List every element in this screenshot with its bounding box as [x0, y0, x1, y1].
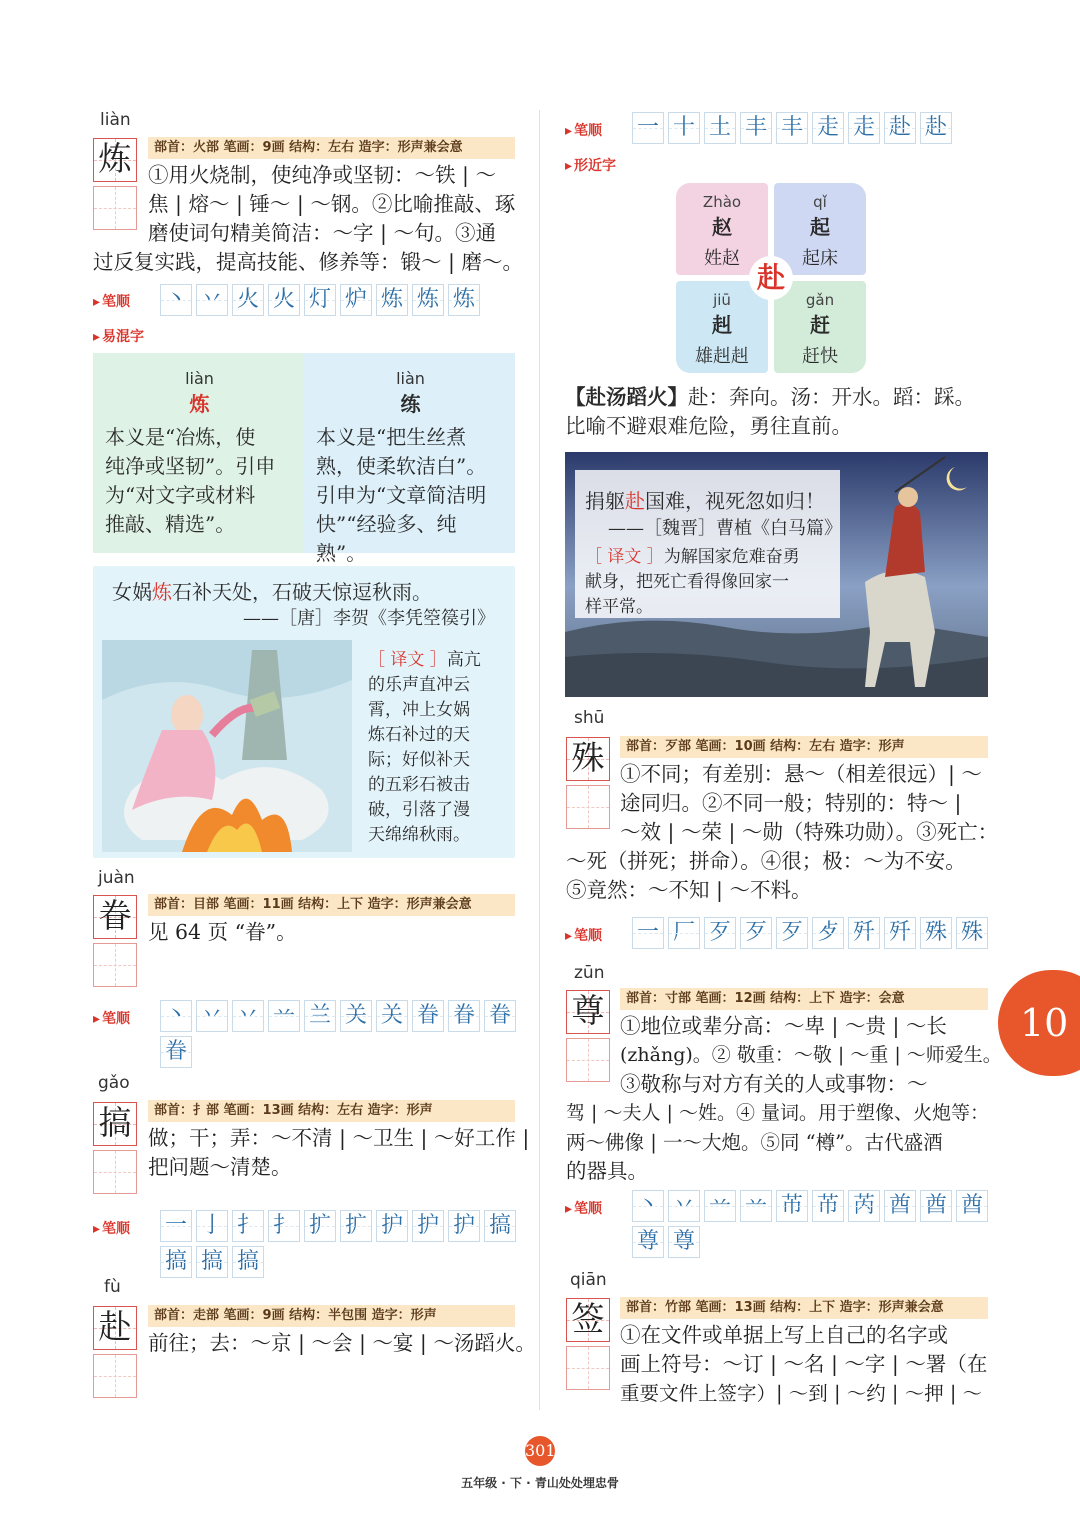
stroke-step: 搞	[484, 1210, 516, 1242]
compare-right-pinyin: liàn	[396, 369, 425, 388]
similar-pinyin: gǎn	[805, 291, 835, 309]
definition-zun-5: 两～佛像 | 一～大炮。⑤同 “樽”。古代盛酒	[566, 1131, 943, 1154]
definition-shu-5: ⑤竟然：～不知 | ～不料。	[566, 878, 812, 902]
definition-shu-4: ～死（拼死；拼命）。④很；极：～为不安。	[566, 849, 966, 873]
compare-right	[304, 353, 515, 565]
stroke-step: 芮	[848, 1190, 880, 1222]
stroke-step: 土	[704, 112, 736, 144]
compare-right-char: 练	[400, 392, 421, 416]
char-box-shu: 殊	[566, 737, 610, 781]
stroke-order-shu	[632, 917, 992, 949]
info-bar-juan: 部首：目部 笔画：11画 结构：上下 造字：形声兼会意	[148, 894, 515, 916]
definition-shu-3: ～效 | ～荣 | ～勋（特殊功勋）。③死亡：	[620, 820, 999, 844]
poem-source-nuwa: ——［唐］李贺《李凭箜篌引》	[243, 608, 495, 629]
stroke-order-fu	[632, 112, 992, 144]
compare-left-line-3: 为“对文字或材料	[105, 483, 256, 507]
column-divider	[539, 110, 540, 1410]
char-box-lian: 炼	[93, 138, 137, 182]
stroke-step: 芇	[776, 1190, 808, 1222]
definition-qian-2: 画上符号：～订 | ～名 | ～字 | ～署（在	[620, 1352, 988, 1376]
similar-char-qi	[774, 183, 866, 275]
definition-shu-1: ①不同；有差别：悬～（相差很远）| ～	[620, 762, 982, 786]
stroke-order-label: ▸ 笔顺	[565, 120, 602, 140]
char-box-gao: 搞	[93, 1102, 137, 1146]
stroke-step: 丷	[232, 1000, 264, 1032]
char-box-juan: 眷	[93, 895, 137, 939]
stroke-step: 走	[812, 112, 844, 144]
writing-grid	[566, 785, 610, 829]
stroke-step: 丶	[632, 1190, 664, 1222]
similar-word: 雄赳赳	[695, 346, 749, 367]
stroke-step: 护	[376, 1210, 408, 1242]
stroke-step: 炼	[376, 284, 408, 316]
stroke-step: 歼	[848, 917, 880, 949]
stroke-step: 炼	[448, 284, 480, 316]
poem-translation-nuwa: ［ 译文 ］高亢 的乐声直冲云 霄，冲上女娲 炼石补过的天 际；好似补天 的五彩石被击 破，引落了漫 天绵绵秋雨。	[368, 650, 481, 845]
compare-right-line-3: 引申为“文章简洁明	[316, 483, 487, 507]
unit-tab[interactable]: 10	[998, 970, 1080, 1076]
compare-left-line-1: 本义是“冶炼，使	[105, 425, 256, 449]
definition-zun-2: (zhǎng)。② 敬重：～敬 | ～重 | ～师爱生。	[620, 1044, 1002, 1066]
similar-char: 赳	[712, 313, 732, 337]
stroke-step: 关	[340, 1000, 372, 1032]
pinyin-shu: shū	[574, 708, 605, 728]
definition-lian-1: ①用火烧制，使纯净或坚韧：～铁 | ～	[148, 163, 496, 187]
poem-translation-baima: ［ 译文 ］为解国家危难奋勇 献身，把死亡看得像回家一 样平常。	[585, 547, 800, 617]
writing-grid	[93, 1150, 137, 1194]
similar-char: 赶	[810, 313, 830, 337]
pinyin-juan: juàn	[98, 868, 135, 888]
similar-pinyin: qǐ	[813, 193, 827, 211]
definition-qian-1: ①在文件或单据上写上自己的名字或	[620, 1323, 948, 1347]
confusable-compare	[93, 353, 515, 565]
similar-pinyin: jiū	[713, 291, 731, 309]
pinyin-lian: liàn	[100, 110, 131, 130]
info-bar-zun: 部首：寸部 笔画：12画 结构：上下 造字：会意	[620, 988, 988, 1010]
stroke-step: 赴	[884, 112, 916, 144]
writing-grid	[566, 1038, 610, 1082]
compare-left-line-4: 推敲、精选”。	[105, 512, 236, 536]
stroke-step: 芇	[812, 1190, 844, 1222]
similar-chars-label: ▸ 形近字	[565, 155, 616, 175]
stroke-step: 眷	[448, 1000, 480, 1032]
definition-fu: 前往；去：～京 | ～会 | ～宴 | ～汤蹈火。	[148, 1331, 536, 1355]
definition-gao-2: 把问题～清楚。	[148, 1155, 292, 1179]
poem-line-baima: 捐躯赴国难，视死忽如归！	[585, 489, 825, 513]
stroke-step: 扌	[268, 1210, 300, 1242]
stroke-step: 丰	[776, 112, 808, 144]
stroke-step: 丶	[160, 1000, 192, 1032]
page-number: 301	[525, 1436, 555, 1466]
definition-zun-4: 驾 | ～夫人 | ～姓。④ 量词。用于塑像、火炮等：	[566, 1102, 990, 1124]
stroke-step: 扌	[232, 1210, 264, 1242]
stroke-step: 歺	[812, 917, 844, 949]
compare-right-line-2: 熟，使柔软洁白”。	[316, 454, 487, 478]
stroke-step: 歹	[740, 917, 772, 949]
stroke-step: 十	[668, 112, 700, 144]
confusable-label: ▸ 易混字	[93, 326, 144, 346]
similar-char-gan	[774, 281, 866, 373]
char-box-qian: 签	[566, 1298, 610, 1342]
stroke-order-lian	[160, 284, 520, 316]
compare-left-line-2: 纯净或坚韧”。引申	[105, 454, 276, 478]
stroke-order-juan	[160, 1000, 520, 1068]
stroke-step: 䒑	[268, 1000, 300, 1032]
writing-grid	[93, 943, 137, 987]
stroke-step: 护	[448, 1210, 480, 1242]
stroke-step: 眷	[160, 1036, 192, 1068]
idiom-futangdaohuo: 【赴汤蹈火】赴：奔向。汤：开水。蹈：踩。比喻不避艰难危险，勇往直前。	[565, 385, 975, 438]
stroke-step: 丰	[740, 112, 772, 144]
definition-lian-4: 过反复实践，提高技能、修养等：锻～ | 磨～。	[93, 250, 523, 274]
pinyin-fu: fù	[104, 1277, 121, 1297]
stroke-order-zun	[632, 1190, 992, 1258]
stroke-step: 䒑	[740, 1190, 772, 1222]
similar-char-jiu	[676, 281, 768, 373]
similar-word: 赶快	[802, 346, 838, 367]
writing-grid	[566, 1346, 610, 1390]
stroke-step: 搞	[232, 1246, 264, 1278]
stroke-step: 酋	[920, 1190, 952, 1222]
definition-gao-1: 做；干；弄：～不清 | ～卫生 | ～好工作 |	[148, 1126, 530, 1150]
stroke-order-label: ▸ 笔顺	[565, 925, 602, 945]
writing-grid	[93, 1354, 137, 1398]
stroke-step: 亅	[196, 1210, 228, 1242]
stroke-step: 扩	[304, 1210, 336, 1242]
poem-source-baima: ——［魏晋］曹植《白马篇》	[608, 518, 842, 539]
stroke-step: 护	[412, 1210, 444, 1242]
compare-right-line-1: 本义是“把生丝煮	[316, 425, 467, 449]
stroke-step: 尊	[632, 1226, 664, 1258]
stroke-order-label: ▸ 笔顺	[93, 1008, 130, 1028]
stroke-step: 一	[632, 112, 664, 144]
stroke-step: 殊	[920, 917, 952, 949]
stroke-order-label: ▸ 笔顺	[93, 291, 130, 311]
stroke-step: 关	[376, 1000, 408, 1032]
stroke-step: 歹	[776, 917, 808, 949]
stroke-step: 灯	[304, 284, 336, 316]
char-box-fu: 赴	[93, 1306, 137, 1350]
similar-pinyin: Zhào	[702, 193, 742, 211]
stroke-step: 厂	[668, 917, 700, 949]
stroke-step: 䒑	[704, 1190, 736, 1222]
info-bar-gao: 部首：扌部 笔画：13画 结构：左右 造字：形声	[148, 1100, 515, 1122]
similar-char-zhao	[676, 183, 768, 275]
stroke-step: 炼	[412, 284, 444, 316]
stroke-step: 眷	[412, 1000, 444, 1032]
translation-tag: ［ 译文 ］	[585, 547, 664, 567]
compare-right-line-4: 快”“经验多、纯熟”。	[316, 512, 457, 565]
compare-left-char: 炼	[189, 392, 210, 416]
stroke-step: 走	[848, 112, 880, 144]
stroke-step: 酋	[956, 1190, 988, 1222]
pinyin-gao: gǎo	[98, 1073, 130, 1093]
info-bar-fu: 部首：走部 笔画：9画 结构：半包围 造字：形声	[148, 1305, 515, 1327]
translation-tag: ［ 译文 ］	[368, 650, 447, 670]
stroke-step: 搞	[196, 1246, 228, 1278]
similar-char: 起	[810, 215, 830, 239]
stroke-step: 丷	[668, 1190, 700, 1222]
pinyin-zun: zūn	[574, 963, 605, 983]
stroke-step: 搞	[160, 1246, 192, 1278]
stroke-step: 兰	[304, 1000, 336, 1032]
stroke-order-label: ▸ 笔顺	[565, 1198, 602, 1218]
stroke-step: 火	[268, 284, 300, 316]
definition-zun-1: ①地位或辈分高：～卑 | ～贵 | ～长	[620, 1014, 947, 1038]
compare-left	[93, 353, 304, 553]
compare-left-pinyin: liàn	[185, 369, 214, 388]
stroke-order-gao	[160, 1210, 520, 1278]
similar-char: 赵	[712, 215, 732, 239]
stroke-step: 丷	[196, 284, 228, 316]
page-footer: 五年级 · 下 · 青山处处埋忠骨	[461, 1476, 619, 1490]
definition-juan: 见 64 页 “眷”。	[148, 920, 297, 944]
info-bar-qian: 部首：竹部 笔画：13画 结构：上下 造字：形声兼会意	[620, 1297, 988, 1319]
stroke-step: 一	[160, 1210, 192, 1242]
stroke-step: 炉	[340, 284, 372, 316]
char-box-zun: 尊	[566, 990, 610, 1034]
definition-qian-3: 重要文件上签字）| ～到 | ～约 | ～押 | ～	[620, 1382, 983, 1405]
stroke-step: 火	[232, 284, 264, 316]
pinyin-qian: qiān	[570, 1270, 607, 1290]
definition-lian-3: 磨使词句精美简洁：～字 | ～句。③通	[148, 221, 496, 245]
definition-lian-2: 焦 | 熔～ | 锤～ | ～钢。②比喻推敲、琢	[148, 192, 516, 216]
stroke-step: 歼	[884, 917, 916, 949]
stroke-step: 赴	[920, 112, 952, 144]
stroke-step: 尊	[668, 1226, 700, 1258]
similar-chars-diagram	[676, 183, 866, 373]
writing-grid	[93, 186, 137, 230]
stroke-step: 酋	[884, 1190, 916, 1222]
similar-word: 姓赵	[704, 248, 740, 269]
stroke-step: 扩	[340, 1210, 372, 1242]
similar-word: 起床	[802, 248, 838, 269]
stroke-step: 殊	[956, 917, 988, 949]
nuwa-illustration	[102, 640, 352, 852]
info-bar-shu: 部首：歹部 笔画：10画 结构：左右 造字：形声	[620, 736, 988, 758]
poem-line-nuwa: 女娲炼石补天处，石破天惊逗秋雨。	[112, 580, 432, 604]
stroke-step: 丶	[160, 284, 192, 316]
definition-zun-3: ③敬称与对方有关的人或事物：～	[620, 1072, 928, 1096]
stroke-step: 丷	[196, 1000, 228, 1032]
stroke-step: 歹	[704, 917, 736, 949]
definition-zun-6: 的器具。	[566, 1159, 648, 1183]
definition-shu-2: 途同归。②不同一般；特别的：特～ |	[620, 791, 962, 815]
stroke-step: 一	[632, 917, 664, 949]
info-bar-lian: 部首：火部 笔画：9画 结构：左右 造字：形声兼会意	[148, 137, 515, 159]
similar-center-char: 赴	[749, 256, 793, 300]
stroke-order-label: ▸ 笔顺	[93, 1218, 130, 1238]
stroke-step: 眷	[484, 1000, 516, 1032]
